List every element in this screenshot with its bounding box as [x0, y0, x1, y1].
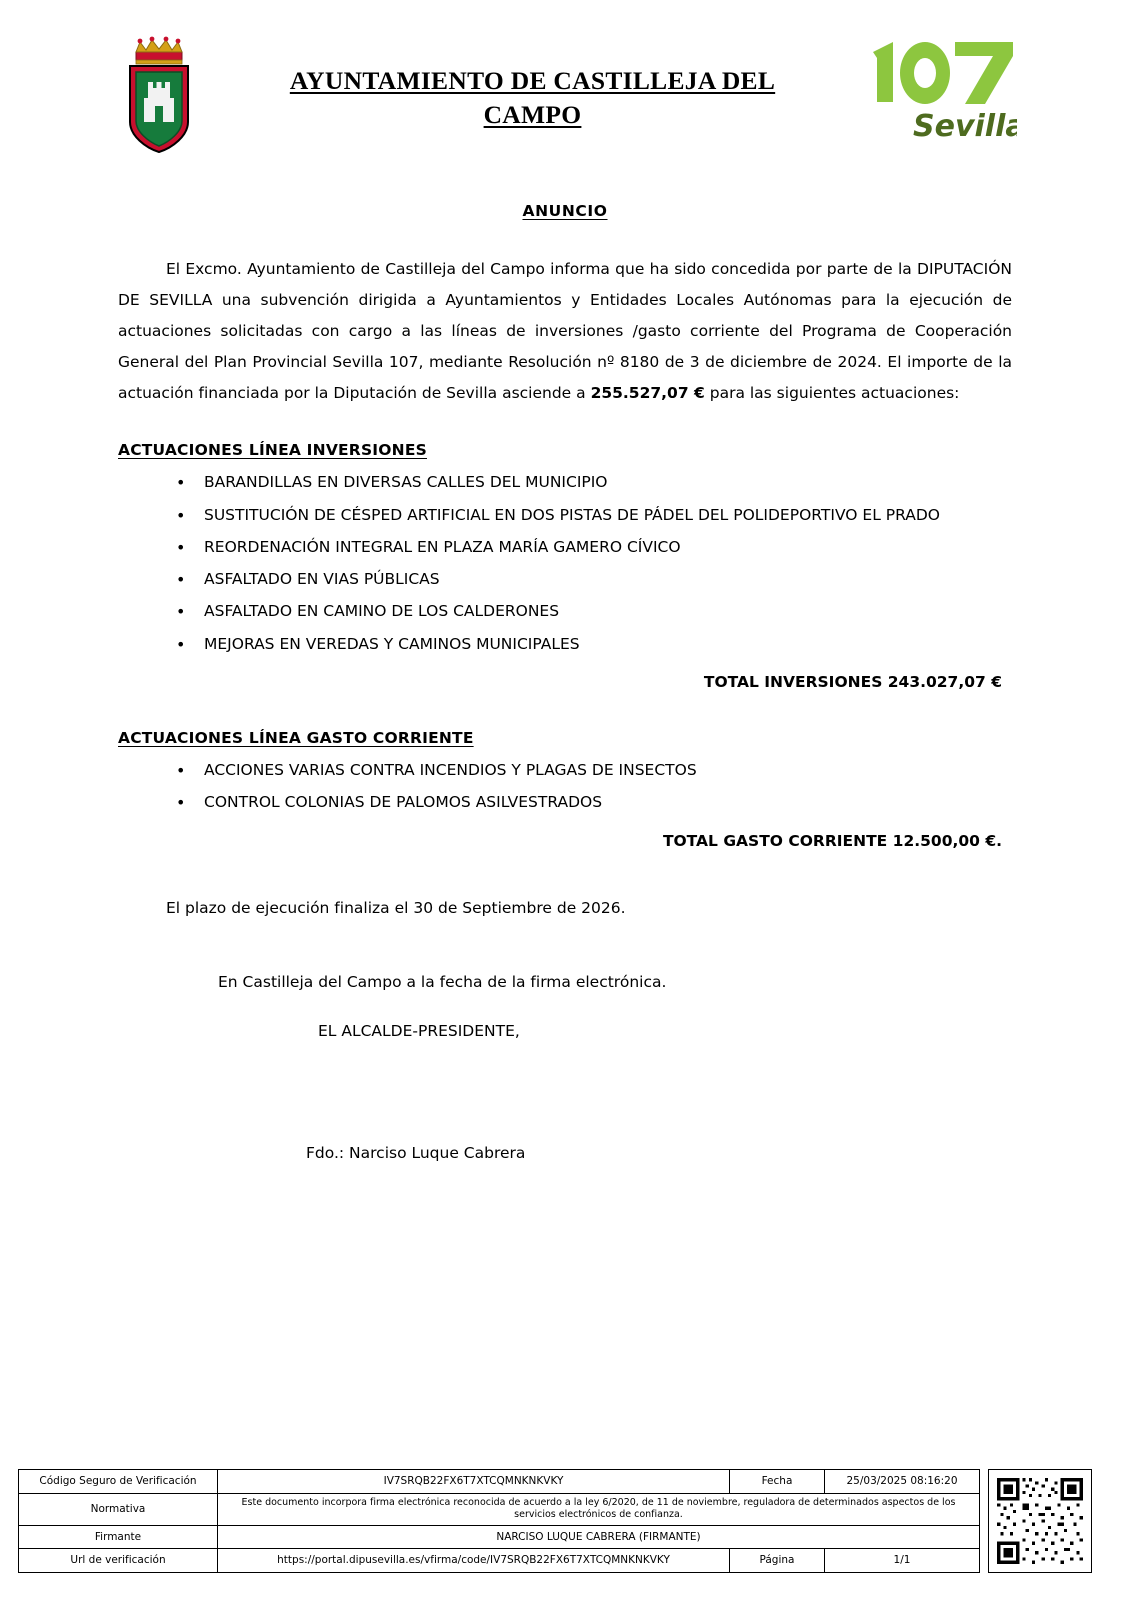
table-row [19, 1549, 980, 1573]
csv-label: Código Seguro de Verificación [19, 1470, 218, 1494]
url-value[interactable]: https://portal.dipusevilla.es/vfirma/code/IV7SRQB22FX6T7XTCQMNKNKVKY [218, 1549, 730, 1573]
section-gasto-heading: ACTUACIONES LÍNEA GASTO CORRIENTE [118, 728, 474, 747]
list-item: • ACCIONES VARIAS CONTRA INCENDIOS Y PLAGAS DE INSECTOS [168, 755, 1012, 785]
firmante-label: Firmante [19, 1525, 218, 1549]
anuncio-heading: ANUNCIO [522, 202, 608, 220]
table-row [19, 1493, 980, 1525]
document-body [0, 196, 1127, 1168]
plazo-paragraph: El plazo de ejecución finaliza el 30 de Septiembre de 2026. [166, 898, 626, 917]
firmante-value: NARCISO LUQUE CABRERA (FIRMANTE) [218, 1525, 980, 1549]
url-label: Url de verificación [19, 1549, 218, 1573]
list-item: • MEJORAS EN VEREDAS Y CAMINOS MUNICIPALES [168, 629, 1012, 659]
list-item: • REORDENACIÓN INTEGRAL EN PLAZA MARÍA GAMERO CÍVICO [168, 532, 1012, 562]
svg-text:Sevilla: Sevilla [913, 109, 1017, 144]
pagina-label: Página [730, 1549, 825, 1573]
list-item: • ASFALTADO EN CAMINO DE LOS CALDERONES [168, 596, 1012, 626]
total-gasto-corriente: TOTAL GASTO CORRIENTE 12.500,00 €. [662, 831, 1002, 850]
header-title-line1: AYUNTAMIENTO DE CASTILLEJA DEL [289, 65, 776, 95]
intro-paragraph-text: El Excmo. Ayuntamiento de Castilleja del Campo informa que ha sido concedida por parte de la DIPUTACIÓN DE SEVILLA una subvención dirigida a Ayuntamientos y Entidades Locales Autónomas para la ejecución de actuaciones solicitadas con cargo a las líneas de inversiones /gasto corriente del Programa de Cooperación General del Plan Provincial Sevilla 107, mediante Resolución nº 8180 de 3 de diciembre de 2024. El importe de la actuación financiada por la Diputación de Sevilla asciende a [118, 260, 1012, 403]
table-row [19, 1525, 980, 1549]
csv-value: IV7SRQB22FX6T7XTCQMNKNKVKY [218, 1470, 730, 1494]
inversiones-list [118, 467, 1012, 658]
page-title [198, 64, 867, 133]
fecha-value: 25/03/2025 08:16:20 [825, 1470, 980, 1494]
gasto-corriente-list [118, 755, 1012, 817]
coat-of-arms-icon [120, 36, 198, 154]
table-row [19, 1470, 980, 1494]
document-header [0, 0, 1127, 160]
fecha-label: Fecha [730, 1470, 825, 1494]
section-inversiones-heading: ACTUACIONES LÍNEA INVERSIONES [118, 441, 427, 460]
header-title-line2: CAMPO [483, 100, 582, 129]
signer-role-line: EL ALCALDE-PRESIDENTE, [318, 1021, 520, 1040]
list-item: • SUSTITUCIÓN DE CÉSPED ARTIFICIAL EN DOS PISTAS DE PÁDEL DEL POLIDEPORTIVO EL PRADO [168, 500, 1012, 530]
normativa-value: Este documento incorpora firma electrónica reconocida de acuerdo a la ley 6/2020, de 11 de noviembre, reguladora de determinados aspectos de los servicios electrónicos de confianza. [218, 1493, 980, 1525]
normativa-label: Normativa [19, 1493, 218, 1525]
place-and-date-line: En Castilleja del Campo a la fecha de la firma electrónica. [218, 973, 667, 992]
signature-name-line: Fdo.: Narciso Luque Cabrera [306, 1143, 526, 1162]
list-item: • ASFALTADO EN VIAS PÚBLICAS [168, 564, 1012, 594]
list-item: • CONTROL COLONIAS DE PALOMOS ASILVESTRADOS [168, 787, 1012, 817]
intro-paragraph-tail: para las siguientes actuaciones: [704, 384, 960, 403]
qr-code-icon [988, 1469, 1092, 1573]
pagina-value: 1/1 [825, 1549, 980, 1573]
verification-table [18, 1469, 980, 1573]
sevilla-107-logo [867, 40, 1017, 150]
intro-amount: 255.527,07 € [590, 384, 705, 403]
intro-paragraph [118, 254, 1012, 409]
verification-footer [18, 1469, 1109, 1573]
total-inversiones: TOTAL INVERSIONES 243.027,07 € [703, 672, 1002, 691]
list-item: • BARANDILLAS EN DIVERSAS CALLES DEL MUNICIPIO [168, 467, 1012, 497]
